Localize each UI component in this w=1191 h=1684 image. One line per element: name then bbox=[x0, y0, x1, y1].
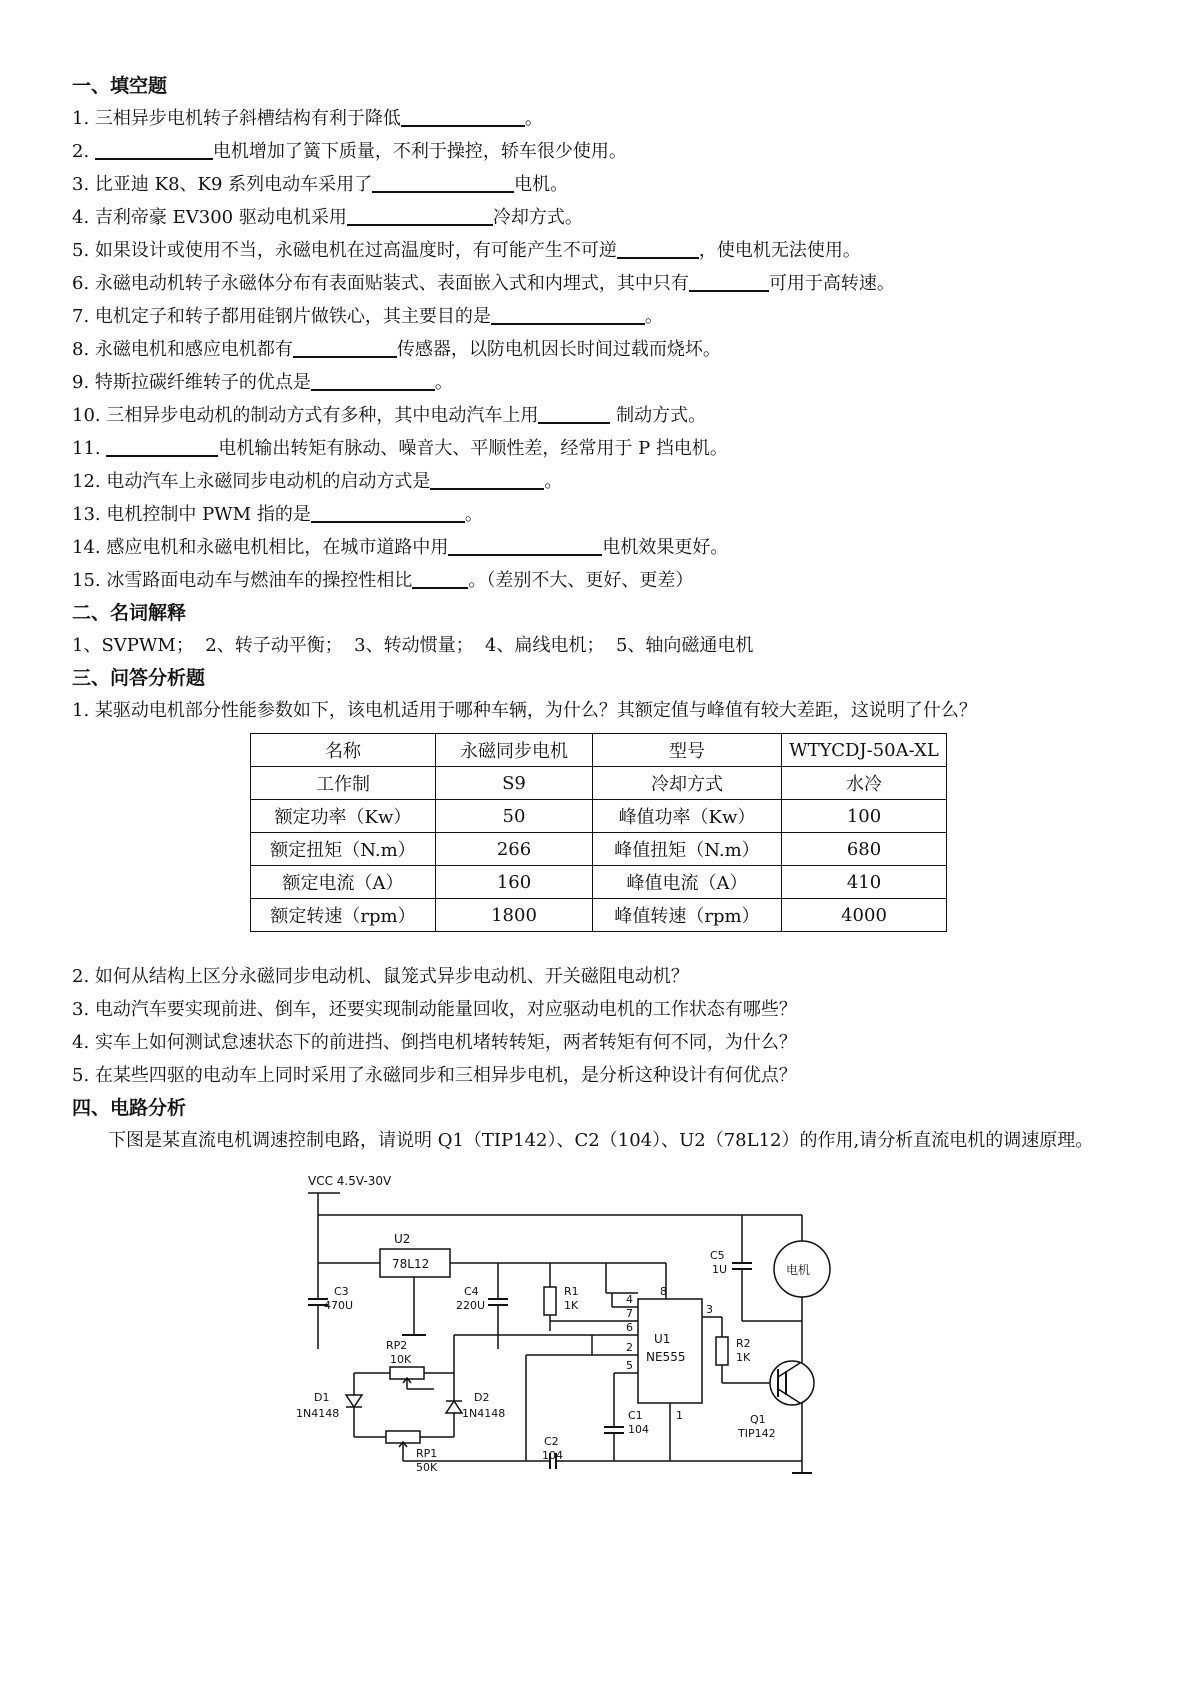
answer-blank[interactable] bbox=[617, 237, 699, 259]
question-text: 14. 感应电机和永磁电机相比，在城市道路中用 bbox=[72, 537, 449, 558]
answer-blank[interactable] bbox=[311, 501, 465, 523]
question-text: 6. 永磁电动机转子永磁体分布有表面贴装式、表面嵌入式和内埋式，其中只有 bbox=[72, 273, 689, 294]
table-cell: 额定转速（rpm） bbox=[251, 899, 436, 932]
q1-label: Q1 bbox=[750, 1413, 766, 1426]
question-text-tail: 。 bbox=[644, 306, 663, 327]
table-cell: 额定功率（Kw） bbox=[251, 800, 436, 833]
vcc-label: VCC 4.5V-30V bbox=[308, 1174, 392, 1188]
table-cell: 峰值电流（A） bbox=[593, 866, 782, 899]
pin-4: 4 bbox=[626, 1293, 633, 1306]
pin-2: 2 bbox=[626, 1341, 633, 1354]
fill-question bbox=[72, 135, 1132, 168]
fill-question bbox=[72, 465, 1132, 498]
question-5: 5. 在某些四驱的电动车上同时采用了永磁同步和三相异步电机，是分析这种设计有何优点？ bbox=[72, 1065, 797, 1086]
fill-question bbox=[72, 102, 1132, 135]
r1-label: R1 bbox=[564, 1285, 579, 1298]
r2-value: 1K bbox=[736, 1351, 751, 1364]
question-text-tail: 电机增加了簧下质量，不利于操控，轿车很少使用。 bbox=[212, 141, 627, 162]
d1-part: 1N4148 bbox=[296, 1407, 340, 1420]
table-cell: 160 bbox=[436, 866, 593, 899]
answer-blank[interactable] bbox=[689, 270, 769, 292]
rp2-label: RP2 bbox=[386, 1339, 408, 1352]
table-cell: 冷却方式 bbox=[593, 767, 782, 800]
fill-question bbox=[72, 399, 1132, 432]
question-text-tail: 电机输出转矩有脉动、噪音大、平顺性差，经常用于 P 挡电机。 bbox=[218, 438, 728, 459]
question-text: 7. 电机定子和转子都用硅钢片做铁心，其主要目的是 bbox=[72, 306, 491, 327]
answer-blank[interactable] bbox=[448, 534, 602, 556]
fill-question bbox=[72, 432, 1132, 465]
table-cell: 峰值转速（rpm） bbox=[593, 899, 782, 932]
question-text-tail: 传感器，以防电机因长时间过载而烧坏。 bbox=[396, 339, 721, 360]
answer-blank[interactable] bbox=[491, 303, 645, 325]
section1-title: 一、填空题 bbox=[72, 75, 168, 97]
question-text: 10. 三相异步电动机的制动方式有多种，其中电动汽车上用 bbox=[72, 405, 539, 426]
fill-question bbox=[72, 498, 1132, 531]
answer-blank[interactable] bbox=[372, 171, 514, 193]
rp1-label: RP1 bbox=[416, 1447, 438, 1460]
section3-title: 三、问答分析题 bbox=[72, 667, 206, 689]
pin-6: 6 bbox=[626, 1321, 633, 1334]
table-cell: 266 bbox=[436, 833, 593, 866]
question-text: 11. bbox=[72, 438, 107, 459]
fill-question bbox=[72, 531, 1132, 564]
fill-question bbox=[72, 300, 1132, 333]
question-text: 15. 冰雪路面电动车与燃油车的操控性相比 bbox=[72, 570, 413, 591]
question-text-tail: 。 bbox=[464, 504, 483, 525]
table-cell: 100 bbox=[782, 800, 947, 833]
question-4: 4. 实车上如何测试怠速状态下的前进挡、倒挡电机堵转转矩，两者转矩有何不同，为什么？ bbox=[72, 1032, 797, 1053]
c4-label: C4 bbox=[464, 1285, 479, 1298]
question-text-tail: 。（差别不大、更好、更差） bbox=[468, 570, 694, 591]
question-text-tail: 冷却方式。 bbox=[492, 207, 583, 228]
question-text: 12. 电动汽车上永磁同步电动机的启动方式是 bbox=[72, 471, 431, 492]
d2-part: 1N4148 bbox=[462, 1407, 506, 1420]
table-cell: 永磁同步电机 bbox=[436, 734, 593, 767]
answer-blank[interactable] bbox=[401, 105, 525, 127]
table-cell: 工作制 bbox=[251, 767, 436, 800]
table-cell: 水冷 bbox=[782, 767, 947, 800]
question-text-tail: 可用于高转速。 bbox=[768, 273, 895, 294]
pin-5: 5 bbox=[626, 1359, 633, 1372]
answer-blank[interactable] bbox=[412, 567, 468, 589]
answer-blank[interactable] bbox=[106, 435, 218, 457]
fill-question bbox=[72, 168, 1132, 201]
c4-value: 220U bbox=[456, 1299, 486, 1312]
table-cell: 1800 bbox=[436, 899, 593, 932]
answer-blank[interactable] bbox=[347, 204, 493, 226]
q1-part: TIP142 bbox=[738, 1427, 776, 1440]
table-cell: 峰值功率（Kw） bbox=[593, 800, 782, 833]
exam-page bbox=[72, 70, 1132, 1481]
rp1-value: 50K bbox=[416, 1461, 438, 1474]
answer-blank[interactable] bbox=[95, 138, 213, 160]
question-text: 13. 电机控制中 PWM 指的是 bbox=[72, 504, 311, 525]
answer-blank[interactable] bbox=[293, 336, 397, 358]
u1-part: NE555 bbox=[646, 1350, 686, 1364]
fill-question bbox=[72, 333, 1132, 366]
question-3: 3. 电动汽车要实现前进、倒车，还要实现制动能量回收，对应驱动电机的工作状态有哪些？ bbox=[72, 999, 797, 1020]
d1-label: D1 bbox=[314, 1391, 330, 1404]
c1-label: C1 bbox=[628, 1409, 643, 1422]
u2-label: U2 bbox=[394, 1232, 411, 1246]
c3-value: 470U bbox=[324, 1299, 354, 1312]
table-row bbox=[251, 734, 947, 767]
c5-label: C5 bbox=[710, 1249, 725, 1262]
table-row bbox=[251, 767, 947, 800]
question-text-tail: ，使电机无法使用。 bbox=[698, 240, 861, 261]
fill-blank-list bbox=[72, 102, 1132, 597]
table-row bbox=[251, 800, 947, 833]
table-cell: 额定扭矩（N.m） bbox=[251, 833, 436, 866]
r1-value: 1K bbox=[564, 1299, 579, 1312]
question-text-tail: 。 bbox=[434, 372, 453, 393]
fill-question bbox=[72, 366, 1132, 399]
circuit-diagram bbox=[294, 1171, 1132, 1481]
c3-label: C3 bbox=[334, 1285, 349, 1298]
question-text-tail: 。 bbox=[524, 108, 543, 129]
answer-blank[interactable] bbox=[311, 369, 435, 391]
table-cell: 4000 bbox=[782, 899, 947, 932]
question-text: 8. 永磁电机和感应电机都有 bbox=[72, 339, 293, 360]
question-text: 1. 三相异步电机转子斜槽结构有利于降低 bbox=[72, 108, 401, 129]
pin-3: 3 bbox=[706, 1303, 713, 1316]
table-cell: 型号 bbox=[593, 734, 782, 767]
question-2: 2. 如何从结构上区分永磁同步电动机、鼠笼式异步电动机、开关磁阻电动机？ bbox=[72, 966, 689, 987]
table-cell: WTYCDJ-50A-XL bbox=[782, 734, 947, 767]
table-cell: 50 bbox=[436, 800, 593, 833]
question-text-tail: 电机。 bbox=[514, 174, 569, 195]
answer-blank[interactable] bbox=[538, 402, 610, 424]
fill-question bbox=[72, 234, 1132, 267]
c5-value: 1U bbox=[712, 1263, 728, 1276]
fill-question bbox=[72, 267, 1132, 300]
table-cell: 峰值扭矩（N.m） bbox=[593, 833, 782, 866]
u1-label: U1 bbox=[654, 1332, 671, 1346]
motor-label: 电机 bbox=[786, 1263, 811, 1277]
r2-label: R2 bbox=[736, 1337, 751, 1350]
pin-8: 8 bbox=[660, 1285, 667, 1298]
question-1: 1. 某驱动电机部分性能参数如下，该电机适用于哪种车辆，为什么？其额定值与峰值有较大差距，这说明了什么？ bbox=[72, 700, 977, 721]
c2-value: 104 bbox=[542, 1449, 563, 1462]
question-text: 2. bbox=[72, 141, 95, 162]
question-text: 5. 如果设计或使用不当，永磁电机在过高温度时，有可能产生不可逆 bbox=[72, 240, 617, 261]
section4-title: 四、电路分析 bbox=[72, 1097, 187, 1119]
table-row bbox=[251, 866, 947, 899]
answer-blank[interactable] bbox=[430, 468, 544, 490]
fill-question bbox=[72, 201, 1132, 234]
c2-label: C2 bbox=[544, 1435, 559, 1448]
table-row bbox=[251, 833, 947, 866]
u2-part: 78L12 bbox=[392, 1257, 430, 1271]
question-text-tail: 。 bbox=[544, 471, 563, 492]
pin-7: 7 bbox=[626, 1307, 633, 1320]
question-text-tail: 制动方式。 bbox=[610, 405, 707, 426]
table-cell: S9 bbox=[436, 767, 593, 800]
question-text: 3. 比亚迪 K8、K9 系列电动车采用了 bbox=[72, 174, 373, 195]
rp2-value: 10K bbox=[390, 1353, 412, 1366]
question-text: 4. 吉利帝豪 EV300 驱动电机采用 bbox=[72, 207, 347, 228]
terms-list: 1、SVPWM； 2、转子动平衡； 3、转动惯量； 4、扁线电机； 5、轴向磁通电机 bbox=[72, 635, 754, 656]
table-cell: 额定电流（A） bbox=[251, 866, 436, 899]
circuit-question: 下图是某直流电机调速控制电路，请说明 Q1（TIP142）、C2（104）、U2（78L12）的作用,请分析直流电机的调速原理。 bbox=[108, 1130, 1094, 1151]
spec-table bbox=[250, 733, 947, 932]
table-cell: 410 bbox=[782, 866, 947, 899]
table-cell: 名称 bbox=[251, 734, 436, 767]
section2-title: 二、名词解释 bbox=[72, 602, 187, 624]
fill-question bbox=[72, 564, 1132, 597]
pin-1: 1 bbox=[676, 1409, 683, 1422]
table-row bbox=[251, 899, 947, 932]
question-text-tail: 电机效果更好。 bbox=[602, 537, 729, 558]
table-cell: 680 bbox=[782, 833, 947, 866]
question-text: 9. 特斯拉碳纤维转子的优点是 bbox=[72, 372, 311, 393]
d2-label: D2 bbox=[474, 1391, 490, 1404]
c1-value: 104 bbox=[628, 1423, 649, 1436]
